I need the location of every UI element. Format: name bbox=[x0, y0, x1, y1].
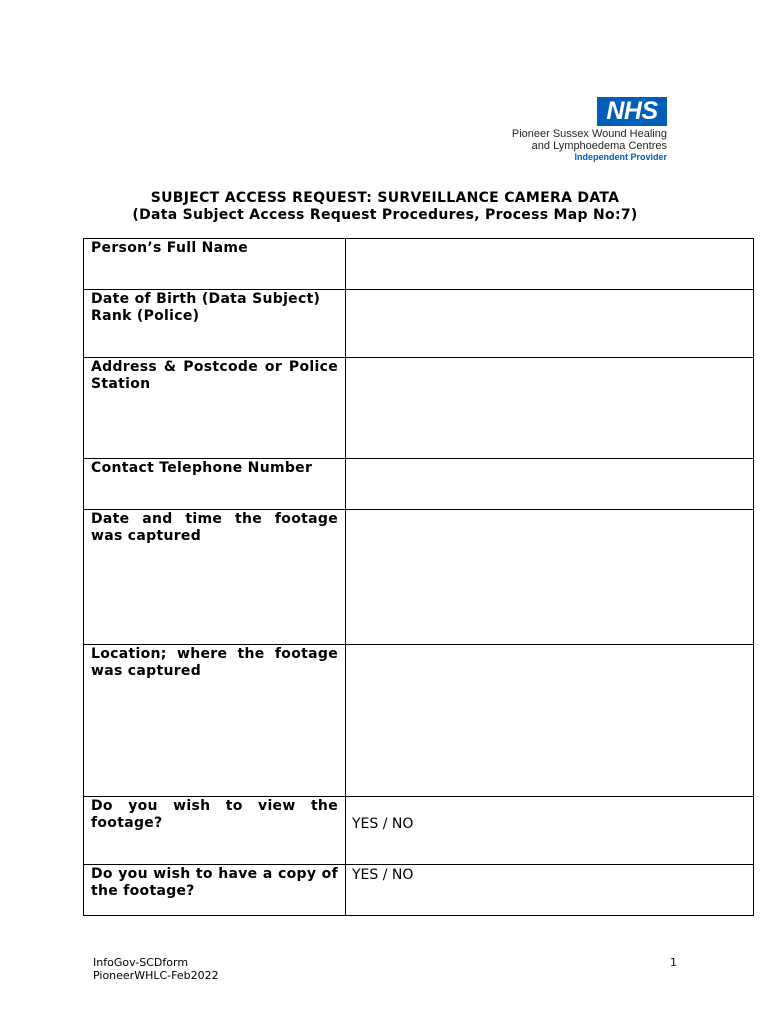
field-label-address: Address & Postcode or Police Station bbox=[84, 358, 346, 459]
field-value-location[interactable] bbox=[346, 645, 754, 797]
field-label-telephone: Contact Telephone Number bbox=[84, 459, 346, 510]
field-value-telephone[interactable] bbox=[346, 459, 754, 510]
org-name-line-1: Pioneer Sussex Wound Healing bbox=[511, 128, 667, 140]
field-value-dob-rank[interactable] bbox=[346, 290, 754, 358]
field-value-footage-datetime[interactable] bbox=[346, 510, 754, 645]
field-value-copy-footage[interactable]: YES / NO bbox=[346, 865, 754, 916]
table-row bbox=[84, 358, 754, 459]
request-form-table bbox=[83, 238, 754, 916]
table-row bbox=[84, 645, 754, 797]
page-title: SUBJECT ACCESS REQUEST: SURVEILLANCE CAMERA DATA bbox=[150, 190, 620, 206]
table-row bbox=[84, 510, 754, 645]
table-row bbox=[84, 865, 754, 916]
field-label-dob: Date of Birth (Data Subject) bbox=[91, 291, 321, 307]
field-label-full-name: Person’s Full Name bbox=[84, 239, 346, 290]
field-label-dob-rank bbox=[84, 290, 346, 358]
org-provider-tag: Independent Provider bbox=[574, 152, 667, 162]
field-label-copy-footage: Do you wish to have a copy of the footage? bbox=[84, 865, 346, 916]
table-row bbox=[84, 239, 754, 290]
table-row bbox=[84, 459, 754, 510]
page-number: 1 bbox=[670, 956, 677, 969]
field-value-view-footage[interactable]: YES / NO bbox=[346, 797, 754, 865]
footer-version: PioneerWHLC-Feb2022 bbox=[93, 969, 219, 982]
field-label-location: Location; where the footage was captured bbox=[84, 645, 346, 797]
field-value-full-name[interactable] bbox=[346, 239, 754, 290]
page-subtitle: (Data Subject Access Request Procedures, Process Map No:7) bbox=[132, 207, 638, 223]
field-label-footage-datetime: Date and time the footage was captured bbox=[84, 510, 346, 645]
field-label-rank: Rank (Police) bbox=[91, 308, 200, 324]
nhs-badge: NHS bbox=[597, 97, 667, 126]
footer-form-code: InfoGov-SCDform bbox=[93, 956, 189, 969]
field-label-view-footage: Do you wish to view the footage? bbox=[84, 797, 346, 865]
footer-reference bbox=[93, 956, 219, 982]
table-row bbox=[84, 290, 754, 358]
org-name-line-2: and Lymphoedema Centres bbox=[531, 140, 667, 152]
field-value-address[interactable] bbox=[346, 358, 754, 459]
table-row bbox=[84, 797, 754, 865]
